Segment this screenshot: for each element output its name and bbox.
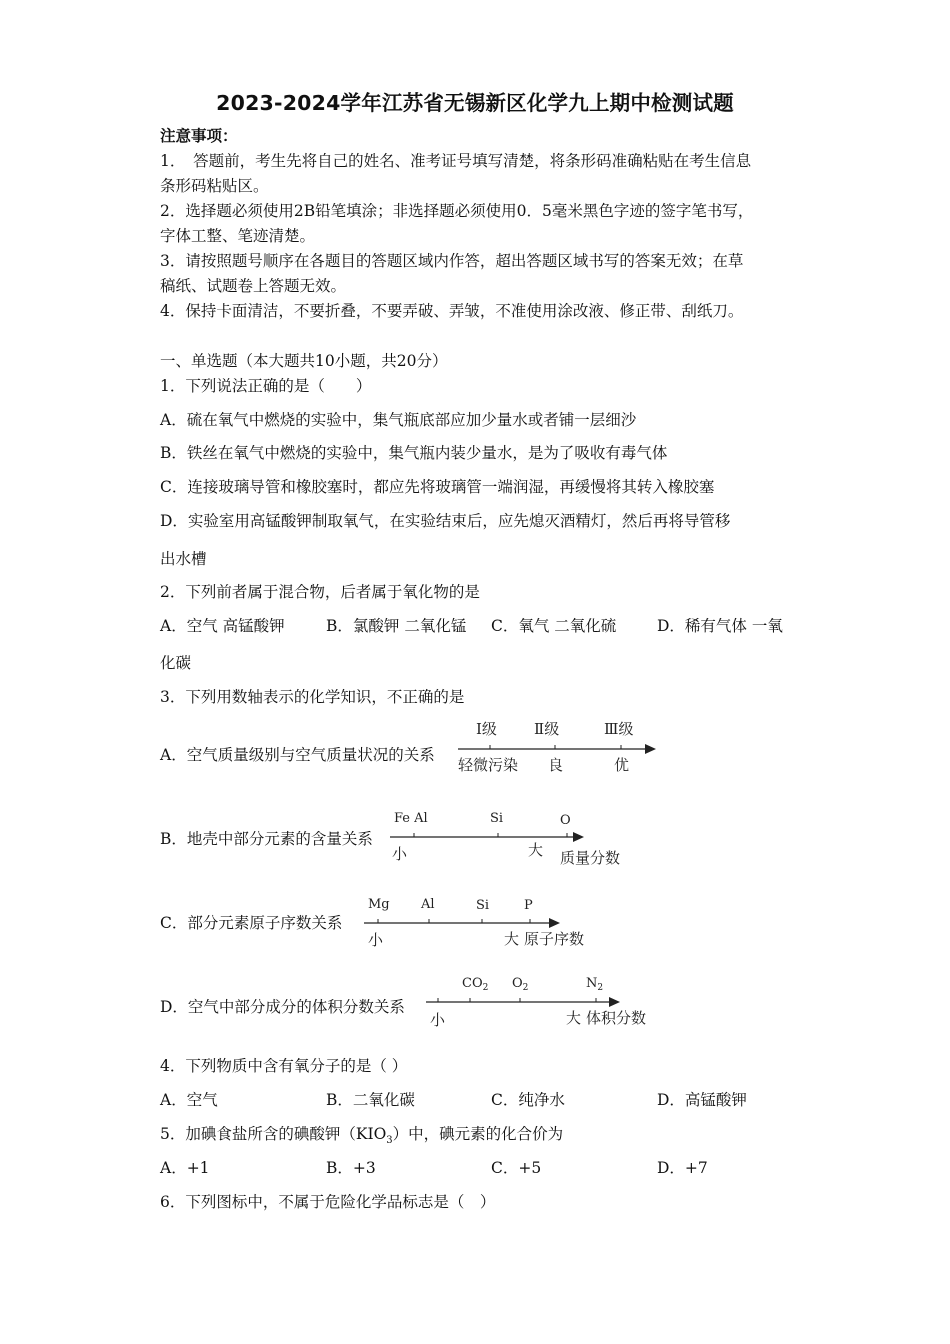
q4-option-b: B．二氧化碳 (326, 1091, 415, 1109)
q5-option-d: D．+7 (657, 1159, 708, 1177)
label-small: 小 (368, 931, 384, 949)
q5-option-c: C．+5 (491, 1159, 542, 1177)
q4-stem: 4．下列物质中含有氧分子的是（ ） (160, 1057, 408, 1075)
label-small: 小 (392, 845, 408, 863)
q3-option-b: B．地壳中部分元素的含量关系 (160, 830, 373, 848)
q3-c-axis-svg (364, 892, 614, 962)
notice-heading: 注意事项： (160, 126, 238, 145)
section-heading: 一、单选题（本大题共10小题，共20分） (160, 352, 448, 370)
q2-option-a: A．空气 高锰酸钾 (160, 617, 285, 635)
q6-stem: 6．下列图标中，不属于危险化学品标志是（ ） (160, 1193, 496, 1211)
tick-label-level-1: Ⅰ级 (476, 720, 497, 738)
notice-line-7: 4．保持卡面清洁，不要折叠，不要弄破、弄皱，不准使用涂改液、修正带、刮纸刀。 (160, 302, 744, 320)
q4-option-a: A．空气 (160, 1091, 218, 1109)
notice-line-2: 条形码粘贴区。 (160, 177, 269, 195)
notice-line-3: 2．选择题必须使用2B铅笔填涂；非选择题必须使用0．5毫米黑色字迹的签字笔书写， (160, 202, 754, 220)
q3-d-axis (426, 970, 676, 1044)
label-mass-fraction: 质量分数 (560, 849, 621, 867)
notice-line-1: 1． 答题前，考生先将自己的姓名、准考证号填写清楚，将条形码准确粘贴在考生信息 (160, 152, 752, 170)
q4-option-d: D．高锰酸钾 (657, 1091, 747, 1109)
tick-label-o: O (560, 813, 571, 828)
q5-option-a: A．+1 (160, 1159, 210, 1177)
tick-label-level-2: Ⅱ级 (534, 720, 560, 738)
label-big: 大 (528, 841, 544, 859)
q2-stem: 2．下列前者属于混合物，后者属于氧化物的是 (160, 583, 480, 601)
q3-option-a: A．空气质量级别与空气质量状况的关系 (160, 746, 435, 764)
label-atomic-number: 原子序数 (524, 930, 585, 948)
tick-label-n2: $N_2$ (586, 976, 604, 993)
tick-label-mg: Mg (368, 897, 390, 912)
tick-label-si: Si (476, 898, 490, 913)
tick-label-level-3: Ⅲ级 (604, 720, 634, 738)
q3-a-axis (458, 712, 668, 786)
bottom-label-excellent: 优 (614, 756, 630, 774)
q1-stem: 1．下列说法正确的是（ ） (160, 377, 372, 395)
tick-label-si: Si (490, 811, 504, 826)
q3-stem: 3．下列用数轴表示的化学知识，不正确的是 (160, 688, 465, 706)
tick-label-al: Al (421, 897, 435, 912)
label-volume-fraction: 体积分数 (586, 1009, 647, 1027)
q1-option-a: A．硫在氧气中燃烧的实验中，集气瓶底部应加少量水或者铺一层细沙 (160, 411, 637, 429)
page-title: 2023-2024学年江苏省无锡新区化学九上期中检测试题 (216, 91, 734, 115)
q3-b-axis-svg (390, 805, 640, 875)
q1-option-c: C．连接玻璃导管和橡胶塞时，都应先将玻璃管一端润湿，再缓慢将其转入橡胶塞 (160, 478, 715, 496)
label-small: 小 (430, 1011, 446, 1029)
q1-option-d: D．实验室用高锰酸钾制取氧气，在实验结束后，应先熄灭酒精灯，然后再将导管移 (160, 512, 731, 530)
tick-label-o2: $O_2$ (512, 976, 529, 993)
label-big: 大 (504, 930, 520, 948)
notice-line-6: 稿纸、试题卷上答题无效。 (160, 277, 347, 295)
q3-option-d: D．空气中部分成分的体积分数关系 (160, 998, 405, 1016)
axis-arrow (573, 832, 584, 842)
q2-option-d: D．稀有气体 一氧 (657, 617, 783, 635)
axis-arrow (645, 744, 656, 754)
q4-option-c: C．纯净水 (491, 1091, 565, 1109)
q2-option-d-cont: 化碳 (160, 654, 192, 672)
bottom-label-light-pollution: 轻微污染 (458, 756, 519, 774)
q3-option-c: C．部分元素原子序数关系 (160, 914, 343, 932)
q1-option-b: B．铁丝在氧气中燃烧的实验中，集气瓶内装少量水，是为了吸收有毒气体 (160, 444, 668, 462)
q3-d-axis-svg (426, 970, 676, 1040)
notice-line-5: 3．请按照题号顺序在各题目的答题区域内作答，超出答题区域书写的答案无效；在草 (160, 252, 744, 270)
q5-stem: 5．加碘食盐所含的碘酸钾$(KIO_3)$中，碘元素的化合价为 (160, 1125, 564, 1147)
q2-option-c: C．氧气 二氧化硫 (491, 617, 617, 635)
q5-option-b: B．+3 (326, 1159, 376, 1177)
tick-label-p: P (524, 898, 533, 913)
q2-option-b: B．氯酸钾 二氧化锰 (326, 617, 467, 635)
q3-c-axis (364, 892, 614, 966)
notice-line-4: 字体工整、笔迹清楚。 (160, 227, 316, 245)
axis-arrow (549, 918, 560, 928)
tick-label-co2: $CO_2$ (462, 976, 489, 993)
axis-arrow (609, 997, 620, 1007)
label-big: 大 (566, 1009, 582, 1027)
q3-a-axis-svg (458, 712, 668, 782)
q3-b-axis (390, 805, 640, 879)
bottom-label-good: 良 (548, 756, 564, 774)
tick-label-fe-al: Fe Al (394, 811, 428, 826)
q1-option-d-cont: 出水槽 (160, 550, 207, 568)
